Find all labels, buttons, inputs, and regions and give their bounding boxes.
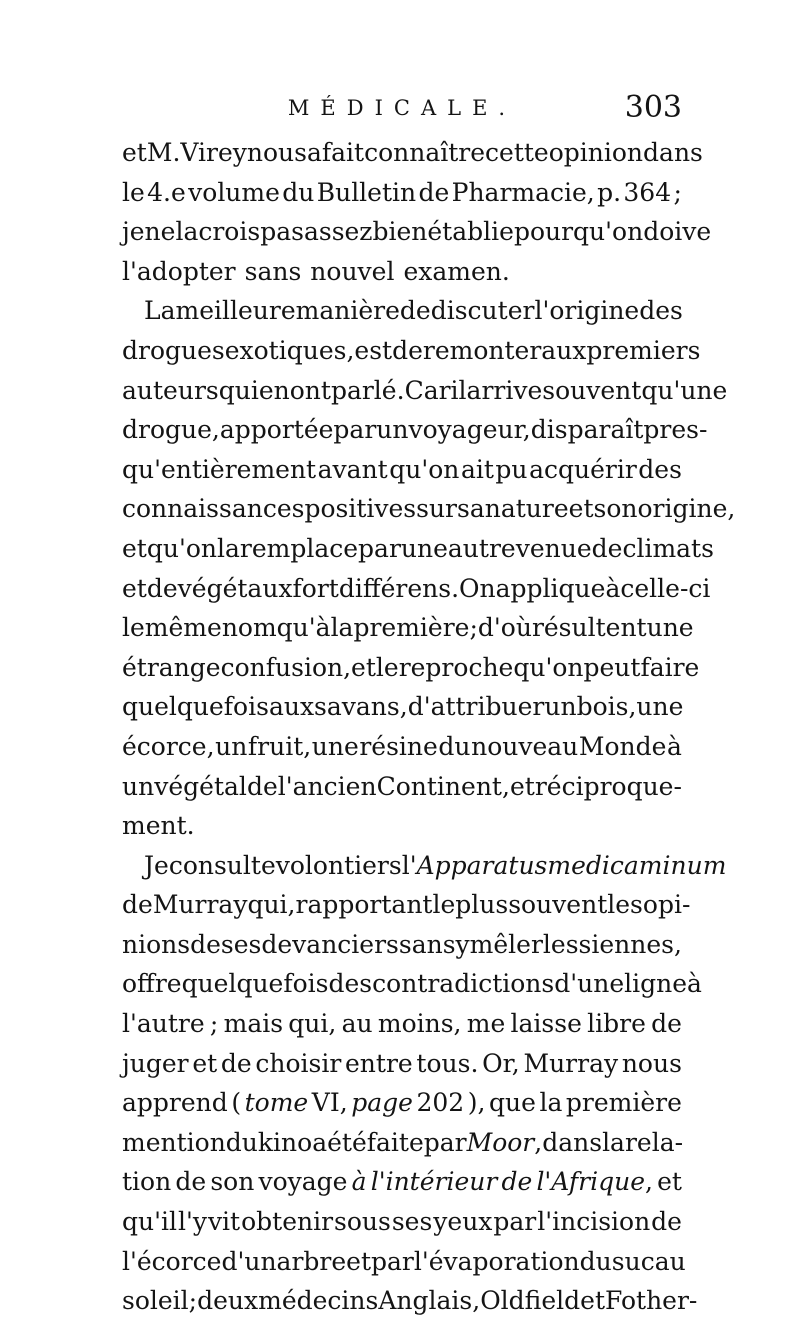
text-line: Je consulte volontiers l'Apparatus medicaminum (144, 850, 727, 880)
text-line: l'écorce d'un arbre et par l'évaporation du suc au (122, 1246, 686, 1276)
text-body (122, 133, 736, 1321)
text-line: auteurs qui en ont parlé. Car il arrive souvent qu'une (122, 375, 728, 405)
text-line: ment. (122, 811, 195, 841)
text-line: La meilleure manière de discuter l'origine des (144, 296, 683, 326)
page-header (122, 90, 682, 130)
text-line: de Murray qui, rapportant le plus souvent les opi- (122, 890, 691, 920)
text-line: qu'il l'y vit obtenir sous ses yeux par l'incision de (122, 1207, 682, 1237)
text-line: soleil ; deux médecins Anglais, Oldfield et Fother- (122, 1286, 698, 1316)
text-line: et qu'on la remplace par une autre venue de climats (122, 533, 714, 563)
text-line: tion de son voyage à l'intérieur de l'Afrique, et (122, 1167, 682, 1197)
text-line: drogue, apportée par un voyageur, disparaît pres- (122, 415, 708, 445)
text-line: nions de ses devanciers sans y mêler les siennes, (122, 929, 682, 959)
text-line: quelquefois aux savans, d'attribuer un bois, une (122, 692, 684, 722)
text-line: le même nom qu'à la première ; d'où résultent une (122, 613, 694, 643)
text-line: l'adopter sans nouvel examen. (122, 256, 510, 286)
text-line: connaissances positives sur sa nature et son origine, (122, 494, 736, 524)
text-line: le 4.e volume du Bulletin de Pharmacie, p. 364 ; (122, 177, 682, 207)
page-number: 303 (624, 90, 682, 125)
running-head: MÉDICALE. (287, 96, 517, 120)
text-line: l'autre ; mais qui, au moins, me laisse libre de (122, 1009, 682, 1039)
text-line: je ne la crois pas assez bien établie pour qu'on doive (122, 217, 712, 247)
text-line: et M. Virey nous a fait connaître cette opinion dans (122, 138, 703, 167)
text-line: drogues exotiques, est de remonter aux premiers (122, 335, 701, 365)
text-line: et de végétaux fort différens. On applique à celle-ci (122, 573, 711, 603)
text-line: écorce, un fruit, une résine du nouveau Monde à (122, 731, 682, 761)
text-line: offre quelquefois des contradictions d'une ligne à (122, 969, 702, 999)
text-line: étrange confusion, et le reproche qu'on peut faire (122, 652, 700, 682)
text-line: juger et de choisir entre tous. Or, Murray nous (122, 1048, 682, 1078)
text-line: mention du kino a été faite par Moor, dans la rela- (122, 1127, 684, 1157)
text-line: un végétal de l'ancien Continent, et réciproque- (122, 771, 682, 801)
text-line: qu'entièrement avant qu'on ait pu acquérir des (122, 454, 682, 484)
text-line: apprend ( tome VI, page 202 ), que la première (122, 1088, 682, 1118)
